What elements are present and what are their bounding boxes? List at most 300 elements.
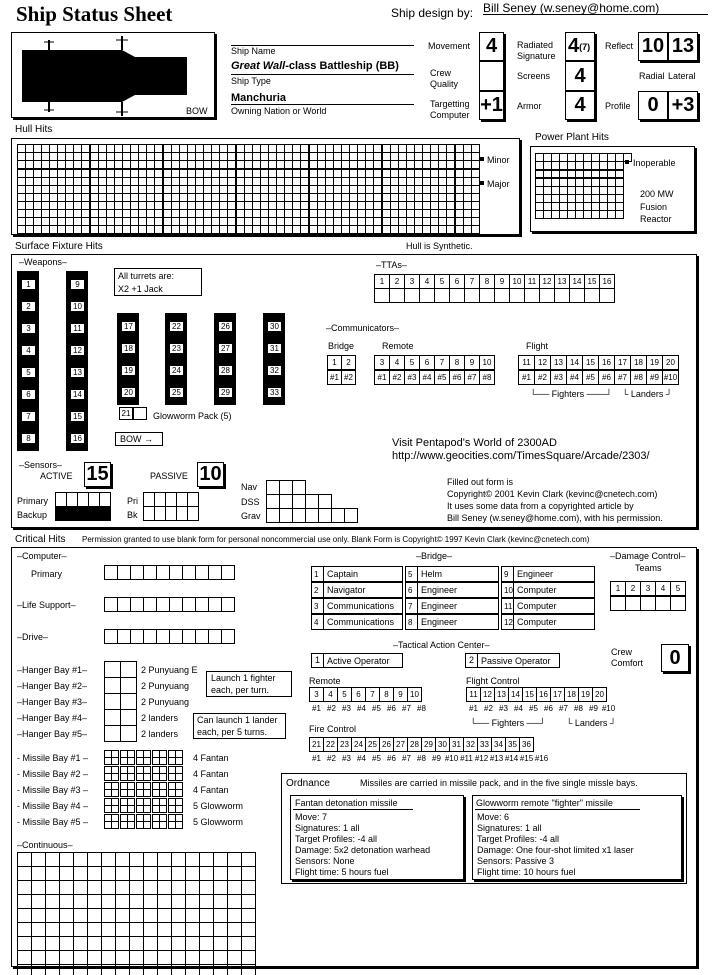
radiated-value[interactable] (565, 32, 595, 61)
missile-bay-box[interactable] (120, 766, 135, 781)
tac-cell[interactable]: 14 (508, 687, 523, 702)
comm-cell[interactable]: 18 (630, 355, 647, 370)
tta-blank-cell[interactable] (524, 288, 540, 303)
turret-slot[interactable]: 20 (121, 387, 136, 398)
life-support-box[interactable] (104, 597, 118, 612)
tta-blank-cell[interactable] (554, 288, 570, 303)
missile-bay-box[interactable] (136, 814, 151, 829)
comm-bridge-row[interactable] (327, 355, 356, 370)
reflect-lateral-value[interactable]: 13 (668, 32, 698, 61)
bridge-station[interactable]: Navigator (323, 582, 403, 598)
passive-primary-boxes[interactable] (143, 492, 199, 507)
bridge-station-number[interactable]: 5 (405, 566, 418, 582)
tta-blank-cell[interactable] (449, 288, 465, 303)
turret-slot[interactable]: 26 (218, 321, 233, 332)
team-cell[interactable] (640, 596, 656, 611)
computer-box[interactable] (182, 565, 196, 580)
turret-slot[interactable]: 32 (267, 365, 282, 376)
tac-cell[interactable]: 16 (536, 687, 551, 702)
missile-bay-box[interactable] (136, 750, 151, 765)
comm-cell[interactable]: #2 (341, 370, 356, 385)
tac-cell[interactable]: 6 (351, 687, 366, 702)
comm-cell[interactable]: 5 (404, 355, 420, 370)
bridge-station-number[interactable]: 2 (311, 582, 324, 598)
missile-bay-box[interactable] (168, 750, 183, 765)
drive-box[interactable] (208, 629, 222, 644)
passive-sensor-value[interactable]: 10 (197, 462, 224, 487)
tta-cell[interactable]: 1 (374, 274, 390, 289)
nation-field[interactable]: Manchuria (231, 92, 414, 105)
targetting-value[interactable]: +1 (479, 91, 504, 120)
comm-cell[interactable]: 1 (327, 355, 342, 370)
tac-cell[interactable]: 15 (522, 687, 537, 702)
tta-blank-cell[interactable] (389, 288, 405, 303)
fire-cell[interactable]: 32 (463, 737, 478, 752)
tac-cell[interactable]: 3 (309, 687, 324, 702)
drive-box[interactable] (143, 629, 157, 644)
team-cell[interactable]: 5 (670, 581, 686, 596)
dss-box[interactable] (279, 494, 293, 509)
turret-slot[interactable]: 24 (169, 365, 184, 376)
comm-cell[interactable]: #6 (449, 370, 465, 385)
hull-hit-block[interactable] (90, 144, 163, 169)
comm-cell[interactable]: 10 (479, 355, 495, 370)
sensor-box[interactable] (187, 492, 199, 507)
team-cell[interactable]: 1 (610, 581, 626, 596)
hull-hit-block[interactable] (382, 144, 455, 169)
computer-box[interactable] (195, 565, 209, 580)
tta-blank-cell[interactable] (494, 288, 510, 303)
bridge-station[interactable]: Computer (513, 598, 595, 614)
turret-slot[interactable]: 18 (121, 343, 136, 354)
turret-slot[interactable]: 22 (169, 321, 184, 332)
life-support-box[interactable] (195, 597, 209, 612)
tac-cell[interactable]: 13 (494, 687, 509, 702)
bridge-station[interactable]: Computer (513, 582, 595, 598)
tta-cell[interactable]: 13 (554, 274, 570, 289)
computer-primary-boxes[interactable] (104, 565, 235, 580)
team-cell[interactable] (670, 596, 686, 611)
drive-boxes[interactable] (104, 629, 235, 644)
fire-cell[interactable]: 24 (351, 737, 366, 752)
primary-sensor-boxes[interactable] (55, 492, 111, 507)
drive-box[interactable] (221, 629, 235, 644)
tta-row[interactable] (374, 274, 615, 289)
tta-blank-cell[interactable] (434, 288, 450, 303)
bridge-station-number[interactable]: 10 (501, 582, 514, 598)
tta-cell[interactable]: 6 (449, 274, 465, 289)
life-support-box[interactable] (208, 597, 222, 612)
tac-cell[interactable]: 19 (578, 687, 593, 702)
comm-cell[interactable]: #4 (566, 370, 583, 385)
flight-control-row[interactable] (466, 687, 607, 702)
turret-slot[interactable]: 8 (21, 433, 36, 444)
comm-cell[interactable]: #7 (614, 370, 631, 385)
comm-cell[interactable]: 17 (614, 355, 631, 370)
tta-cell[interactable]: 15 (584, 274, 600, 289)
glowworm-pack-box[interactable]: 21 (119, 407, 133, 420)
fire-cell[interactable]: 34 (491, 737, 506, 752)
tac-cell[interactable]: 10 (407, 687, 422, 702)
fire-cell[interactable]: 21 (309, 737, 324, 752)
hull-hit-block[interactable] (236, 169, 309, 194)
hull-hit-block[interactable] (163, 144, 236, 169)
comm-cell[interactable]: 6 (419, 355, 435, 370)
hull-hit-block[interactable] (90, 193, 163, 234)
turret-slot[interactable]: 17 (121, 321, 136, 332)
tta-blank-cell[interactable] (569, 288, 585, 303)
fire-cell[interactable]: 25 (365, 737, 380, 752)
dss-box[interactable] (318, 494, 332, 509)
turret-slot[interactable]: 30 (267, 321, 282, 332)
turret-slot[interactable]: 19 (121, 365, 136, 376)
bridge-station-number[interactable]: 8 (405, 614, 418, 630)
turret-slot[interactable]: 10 (70, 301, 85, 312)
missile-bay-box[interactable] (168, 814, 183, 829)
hull-hit-block[interactable] (382, 193, 455, 234)
turret-slot[interactable]: 27 (218, 343, 233, 354)
life-support-box[interactable] (156, 597, 170, 612)
tta-cell[interactable]: 12 (539, 274, 555, 289)
turret-slot[interactable]: 16 (70, 433, 85, 444)
damage-control-teams-row[interactable] (610, 581, 686, 596)
drive-box[interactable] (195, 629, 209, 644)
team-cell[interactable] (610, 596, 626, 611)
tta-blank-row[interactable] (374, 288, 615, 303)
tta-cell[interactable]: 10 (509, 274, 525, 289)
turret-slot[interactable]: 33 (267, 387, 282, 398)
grav-box[interactable] (305, 508, 319, 523)
comm-cell[interactable]: 7 (434, 355, 450, 370)
comm-remote-row-2[interactable] (374, 370, 495, 385)
tta-cell[interactable]: 4 (419, 274, 435, 289)
dss-box[interactable] (292, 494, 306, 509)
grav-box[interactable] (331, 508, 345, 523)
dss-boxes[interactable] (266, 494, 332, 509)
bridge-station-number[interactable]: 3 (311, 598, 324, 614)
missile-bay-box[interactable] (120, 750, 135, 765)
tta-cell[interactable]: 14 (569, 274, 585, 289)
power-hit-block[interactable] (535, 170, 624, 219)
grav-box[interactable] (266, 508, 280, 523)
missile-bay-box[interactable] (152, 798, 167, 813)
bridge-station[interactable]: Helm (417, 566, 499, 582)
active-operator-box[interactable]: Active Operator (323, 653, 403, 668)
fire-cell[interactable]: 23 (337, 737, 352, 752)
fire-cell[interactable]: 22 (323, 737, 338, 752)
comm-cell[interactable]: 19 (646, 355, 663, 370)
hull-hit-block[interactable] (309, 144, 382, 169)
drive-box[interactable] (182, 629, 196, 644)
tac-cell[interactable]: 12 (480, 687, 495, 702)
bridge-station[interactable]: Communications (323, 598, 403, 614)
crew-quality-value[interactable] (479, 61, 504, 91)
life-support-boxes[interactable] (104, 597, 235, 612)
hull-hit-block[interactable] (236, 144, 309, 169)
comm-cell[interactable]: 3 (374, 355, 390, 370)
hull-hit-block[interactable] (309, 193, 382, 234)
team-cell[interactable]: 2 (625, 581, 641, 596)
comm-cell[interactable]: #2 (389, 370, 405, 385)
drive-box[interactable] (104, 629, 118, 644)
fire-cell[interactable]: 35 (505, 737, 520, 752)
nav-box[interactable] (266, 480, 280, 495)
comm-cell[interactable]: #8 (479, 370, 495, 385)
team-cell[interactable] (655, 596, 671, 611)
drive-box[interactable] (130, 629, 144, 644)
life-support-box[interactable] (130, 597, 144, 612)
tta-cell[interactable]: 3 (404, 274, 420, 289)
computer-box[interactable] (130, 565, 144, 580)
sensor-box[interactable] (99, 492, 111, 507)
hull-hit-block[interactable] (382, 169, 455, 194)
bridge-station-number[interactable]: 9 (501, 566, 514, 582)
comm-cell[interactable]: 2 (341, 355, 356, 370)
damage-control-teams-row-2[interactable] (610, 596, 686, 611)
grav-box[interactable] (292, 508, 306, 523)
grav-box[interactable] (344, 508, 358, 523)
tta-blank-cell[interactable] (584, 288, 600, 303)
tac-cell[interactable]: 8 (379, 687, 394, 702)
hull-hit-block[interactable] (17, 193, 90, 234)
comm-cell[interactable]: #9 (646, 370, 663, 385)
missile-bay-box[interactable] (136, 766, 151, 781)
hull-hit-block[interactable] (17, 169, 90, 194)
bridge-station-number[interactable]: 6 (405, 582, 418, 598)
comm-cell[interactable]: #3 (550, 370, 567, 385)
fire-cell[interactable]: 28 (407, 737, 422, 752)
turret-slot[interactable]: 9 (70, 279, 85, 290)
comm-cell[interactable]: 20 (662, 355, 679, 370)
grav-boxes[interactable] (266, 508, 358, 523)
comm-bridge-row-2[interactable] (327, 370, 356, 385)
bridge-station[interactable]: Computer (513, 614, 595, 630)
comm-cell[interactable]: 16 (598, 355, 615, 370)
tac-cell[interactable]: 9 (393, 687, 408, 702)
tac-cell[interactable]: 4 (323, 687, 338, 702)
drive-box[interactable] (156, 629, 170, 644)
fire-cell[interactable]: 30 (435, 737, 450, 752)
grav-box[interactable] (318, 508, 332, 523)
computer-box[interactable] (104, 565, 118, 580)
tta-cell[interactable]: 5 (434, 274, 450, 289)
fire-cell[interactable]: 33 (477, 737, 492, 752)
comm-cell[interactable]: #4 (419, 370, 435, 385)
tac-cell[interactable]: 5 (337, 687, 352, 702)
tta-blank-cell[interactable] (464, 288, 480, 303)
comm-cell[interactable]: #2 (534, 370, 551, 385)
nav-boxes[interactable] (266, 480, 306, 495)
missile-bay-box[interactable] (104, 814, 119, 829)
movement-value[interactable]: 4 (479, 32, 504, 61)
turret-slot[interactable]: 5 (21, 367, 36, 378)
bridge-station-number[interactable]: 11 (501, 598, 514, 614)
turret-slot[interactable]: 3 (21, 323, 36, 334)
bridge-station-number[interactable]: 4 (311, 614, 324, 630)
comm-cell[interactable]: 14 (566, 355, 583, 370)
comm-cell[interactable]: 9 (464, 355, 480, 370)
comm-cell[interactable]: 11 (518, 355, 535, 370)
comm-cell[interactable]: 4 (389, 355, 405, 370)
continuous-hit-grid[interactable] (17, 852, 256, 975)
bridge-station-number[interactable]: 1 (311, 566, 324, 582)
passive-operator-box[interactable]: Passive Operator (477, 653, 560, 668)
comm-cell[interactable]: 12 (534, 355, 551, 370)
turret-slot[interactable]: 4 (21, 345, 36, 356)
missile-bay-box[interactable] (152, 750, 167, 765)
tac-cell[interactable]: 7 (365, 687, 380, 702)
missile-bay-box[interactable] (168, 782, 183, 797)
bridge-station-number[interactable]: 12 (501, 614, 514, 630)
missile-bay-box[interactable] (120, 798, 135, 813)
comm-cell[interactable]: #6 (598, 370, 615, 385)
hanger-bay-boxes[interactable] (104, 661, 137, 742)
comm-cell[interactable]: #1 (327, 370, 342, 385)
bridge-station[interactable]: Engineer (513, 566, 595, 582)
life-support-box[interactable] (143, 597, 157, 612)
active-sensor-value[interactable]: 15 (84, 462, 111, 487)
hull-hit-block[interactable] (455, 193, 480, 234)
hull-hit-block[interactable] (309, 169, 382, 194)
life-support-box[interactable] (169, 597, 183, 612)
turret-slot[interactable]: 6 (21, 389, 36, 400)
tta-cell[interactable]: 2 (389, 274, 405, 289)
tac-cell[interactable]: 17 (550, 687, 565, 702)
life-support-box[interactable] (221, 597, 235, 612)
crew-comfort-value[interactable]: 0 (661, 644, 689, 672)
hull-hit-block[interactable] (455, 169, 480, 194)
computer-box[interactable] (221, 565, 235, 580)
turret-slot[interactable]: 15 (70, 411, 85, 422)
tta-cell[interactable]: 16 (599, 274, 615, 289)
turret-slot[interactable]: 14 (70, 389, 85, 400)
bridge-station[interactable]: Engineer (417, 582, 499, 598)
missile-bay-box[interactable] (104, 782, 119, 797)
turret-slot[interactable]: 28 (218, 365, 233, 376)
comm-cell[interactable]: #5 (582, 370, 599, 385)
tta-cell[interactable]: 7 (464, 274, 480, 289)
comm-cell[interactable]: #7 (464, 370, 480, 385)
missile-bay-box[interactable] (152, 814, 167, 829)
fire-cell[interactable]: 36 (519, 737, 534, 752)
life-support-box[interactable] (117, 597, 131, 612)
bridge-station[interactable]: Communications (323, 614, 403, 630)
dss-box[interactable] (266, 494, 280, 509)
tta-blank-cell[interactable] (404, 288, 420, 303)
dss-box[interactable] (305, 494, 319, 509)
hull-hit-block[interactable] (236, 193, 309, 234)
turret-slot[interactable]: 12 (70, 345, 85, 356)
bridge-station[interactable]: Captain (323, 566, 403, 582)
missile-bay-box[interactable] (168, 766, 183, 781)
hull-hit-block[interactable] (163, 193, 236, 234)
sensor-box[interactable] (187, 506, 199, 521)
hull-hit-block[interactable] (163, 169, 236, 194)
fire-cell[interactable]: 29 (421, 737, 436, 752)
screens-value[interactable]: 4 (565, 61, 595, 91)
profile-radial-value[interactable]: 0 (638, 91, 668, 120)
missile-bay-box[interactable] (152, 782, 167, 797)
nav-box[interactable] (279, 480, 293, 495)
reflect-radial-value[interactable]: 10 (638, 32, 668, 61)
comm-cell[interactable]: 13 (550, 355, 567, 370)
comm-cell[interactable]: 8 (449, 355, 465, 370)
bridge-station[interactable]: Engineer (417, 598, 499, 614)
comm-cell[interactable]: #10 (662, 370, 679, 385)
turret-slot[interactable]: 31 (267, 343, 282, 354)
nav-box[interactable] (292, 480, 306, 495)
computer-box[interactable] (169, 565, 183, 580)
missile-bay-box[interactable] (104, 766, 119, 781)
glowworm-pack-spare[interactable] (133, 407, 147, 420)
tac-cell[interactable]: 11 (466, 687, 481, 702)
tac-cell[interactable]: 20 (592, 687, 607, 702)
tta-blank-cell[interactable] (509, 288, 525, 303)
computer-box[interactable] (117, 565, 131, 580)
fire-cell[interactable]: 26 (379, 737, 394, 752)
comm-cell[interactable]: #8 (630, 370, 647, 385)
fire-control-row[interactable] (309, 737, 534, 752)
comm-cell[interactable]: 15 (582, 355, 599, 370)
missile-bay-box[interactable] (136, 798, 151, 813)
ship-type-field[interactable] (231, 60, 414, 75)
bridge-station-number[interactable]: 7 (405, 598, 418, 614)
turret-slot[interactable]: 11 (70, 323, 85, 334)
missile-bay-box[interactable] (152, 766, 167, 781)
tta-blank-cell[interactable] (419, 288, 435, 303)
turret-slot[interactable]: 7 (21, 411, 36, 422)
turret-slot[interactable]: 23 (169, 343, 184, 354)
missile-bay-box[interactable] (104, 798, 119, 813)
hull-hit-block[interactable] (455, 144, 480, 169)
comm-cell[interactable]: #1 (374, 370, 390, 385)
tta-blank-cell[interactable] (479, 288, 495, 303)
missile-bay-box[interactable] (104, 750, 119, 765)
computer-box[interactable] (208, 565, 222, 580)
drive-box[interactable] (169, 629, 183, 644)
life-support-box[interactable] (182, 597, 196, 612)
tta-cell[interactable]: 9 (494, 274, 510, 289)
comm-flight-row-2[interactable] (518, 370, 679, 385)
comm-cell[interactable]: #5 (434, 370, 450, 385)
hull-hit-block[interactable] (90, 169, 163, 194)
comm-remote-row[interactable] (374, 355, 495, 370)
computer-box[interactable] (156, 565, 170, 580)
tta-blank-cell[interactable] (539, 288, 555, 303)
tac-remote-row[interactable] (309, 687, 422, 702)
turret-slot[interactable]: 1 (21, 279, 36, 290)
profile-lateral-value[interactable]: +3 (668, 91, 698, 120)
comm-cell[interactable]: #3 (404, 370, 420, 385)
passive-operator-num[interactable]: 2 (465, 653, 478, 668)
missile-bay-box[interactable] (168, 798, 183, 813)
team-cell[interactable]: 3 (640, 581, 656, 596)
comm-flight-row[interactable] (518, 355, 679, 370)
hull-hit-block[interactable] (17, 144, 90, 169)
tta-blank-cell[interactable] (599, 288, 615, 303)
turret-slot[interactable]: 25 (169, 387, 184, 398)
turret-slot[interactable]: 13 (70, 367, 85, 378)
grav-box[interactable] (279, 508, 293, 523)
team-cell[interactable] (625, 596, 641, 611)
computer-box[interactable] (143, 565, 157, 580)
bridge-station[interactable]: Engineer (417, 614, 499, 630)
tac-cell[interactable]: 18 (564, 687, 579, 702)
missile-bay-box[interactable] (120, 782, 135, 797)
missile-bay-box[interactable] (120, 814, 135, 829)
tta-blank-cell[interactable] (374, 288, 390, 303)
ship-name-field[interactable] (231, 35, 414, 46)
